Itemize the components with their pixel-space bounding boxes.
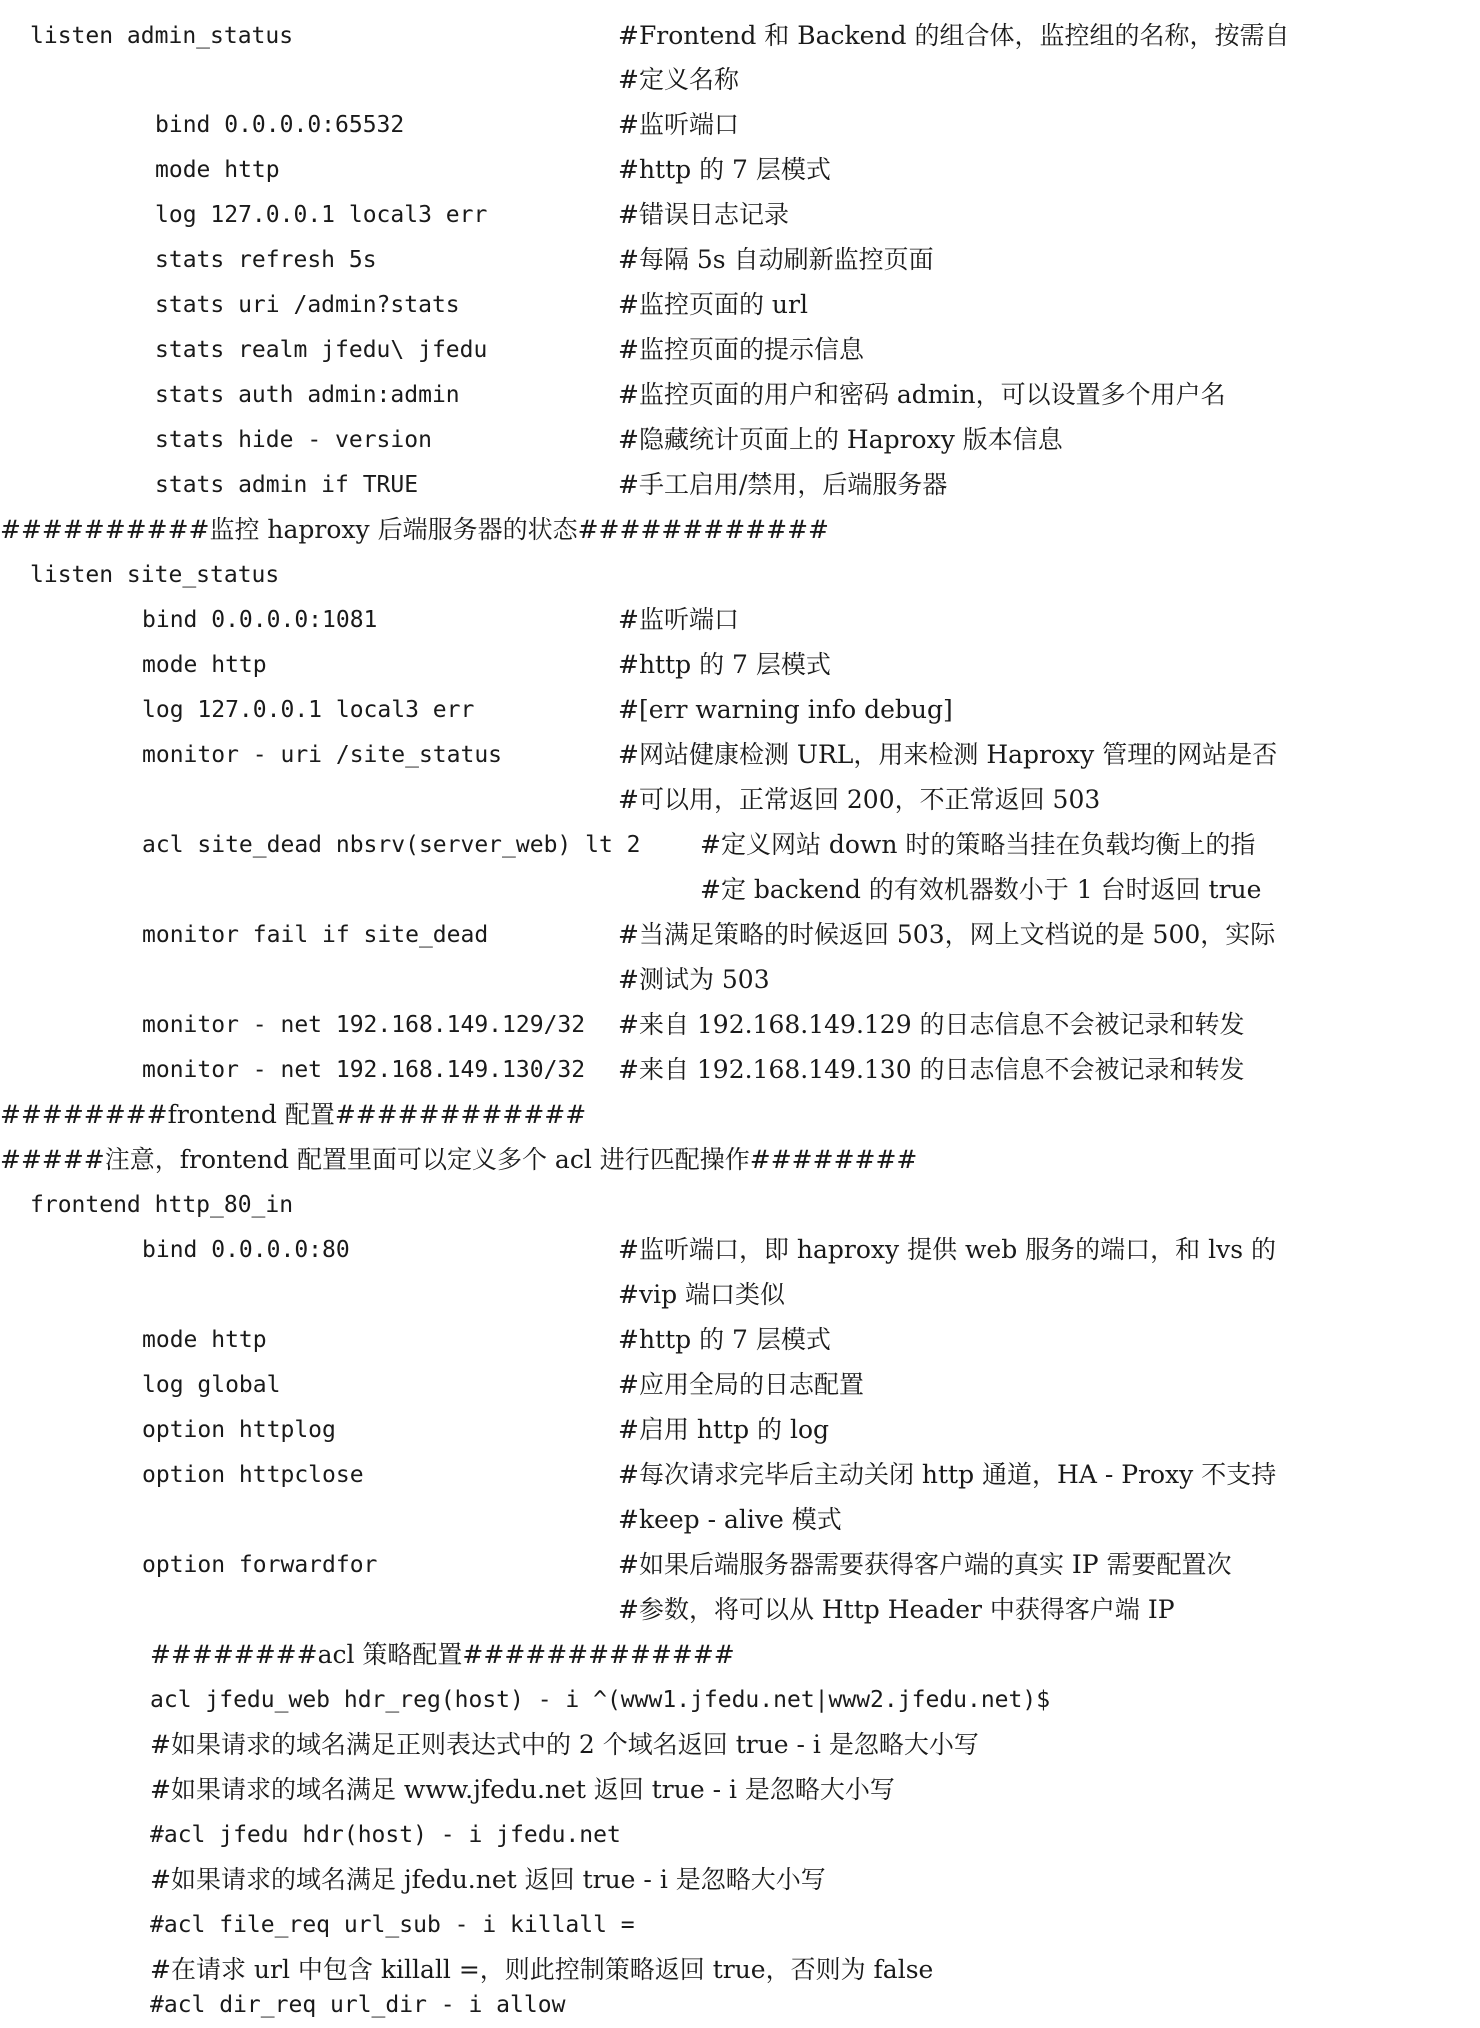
code-comment: #如果请求的域名满足正则表达式中的 2 个域名返回 true - i 是忽略大小写 (150, 1730, 979, 1759)
code-comment: #http 的 7 层模式 (618, 155, 831, 184)
code-line: stats refresh 5s (155, 247, 377, 273)
code-comment: #定义网站 down 时的策略当挂在负载均衡上的指 (700, 830, 1256, 859)
code-comment: #监听端口，即 haproxy 提供 web 服务的端口，和 lvs 的 (618, 1235, 1277, 1264)
code-comment: #监控页面的提示信息 (618, 335, 864, 364)
code-comment: #来自 192.168.149.129 的日志信息不会被记录和转发 (618, 1010, 1245, 1039)
code-line: #acl dir_req url_dir - i allow (150, 1992, 566, 2018)
code-comment: #vip 端口类似 (618, 1280, 786, 1309)
code-line: option httpclose (142, 1462, 364, 1488)
code-line: log 127.0.0.1 local3 err (142, 697, 475, 723)
section-heading: ##########监控 haproxy 后端服务器的状态############ (0, 515, 829, 544)
code-line: log global (142, 1372, 281, 1398)
code-comment: #应用全局的日志配置 (618, 1370, 864, 1399)
code-line: frontend http_80_in (30, 1192, 294, 1218)
code-comment: #在请求 url 中包含 killall =，则此控制策略返回 true，否则为 false (150, 1955, 934, 1984)
code-line: acl jfedu_web hdr_reg(host) - i ^(www1.jfedu.net|www2.jfedu.net)$ (150, 1687, 1051, 1713)
section-heading: ########frontend 配置############ (0, 1100, 587, 1129)
code-comment: #定 backend 的有效机器数小于 1 台时返回 true (700, 875, 1262, 904)
code-line: stats admin if TRUE (155, 472, 419, 498)
code-comment: #监控页面的用户和密码 admin，可以设置多个用户名 (618, 380, 1226, 409)
code-comment: #如果请求的域名满足 www.jfedu.net 返回 true - i 是忽略大小写 (150, 1775, 895, 1804)
code-comment: #隐藏统计页面上的 Haproxy 版本信息 (618, 425, 1063, 454)
section-note: #####注意，frontend 配置里面可以定义多个 acl 进行匹配操作######## (0, 1145, 918, 1174)
code-comment: #手工启用/禁用，后端服务器 (618, 470, 948, 499)
code-comment: #[err warning info debug] (618, 695, 953, 724)
code-comment: #如果后端服务器需要获得客户端的真实 IP 需要配置次 (618, 1550, 1232, 1579)
code-line: #acl jfedu hdr(host) - i jfedu.net (150, 1822, 621, 1848)
code-comment: #http 的 7 层模式 (618, 650, 831, 679)
code-line: stats uri /admin?stats (155, 292, 460, 318)
code-line: acl site_dead nbsrv(server_web) lt 2 (142, 832, 641, 858)
code-line: option httplog (142, 1417, 336, 1443)
code-comment: #监听端口 (618, 110, 739, 139)
code-comment: #keep - alive 模式 (618, 1505, 842, 1534)
code-comment: #当满足策略的时候返回 503，网上文档说的是 500，实际 (618, 920, 1276, 949)
code-comment: #http 的 7 层模式 (618, 1325, 831, 1354)
code-line: option forwardfor (142, 1552, 378, 1578)
code-line: bind 0.0.0.0:65532 (155, 112, 405, 138)
code-comment: #可以用，正常返回 200，不正常返回 503 (618, 785, 1101, 814)
code-comment: #来自 192.168.149.130 的日志信息不会被记录和转发 (618, 1055, 1245, 1084)
code-line: monitor - net 192.168.149.129/32 (142, 1012, 586, 1038)
code-comment: #网站健康检测 URL，用来检测 Haproxy 管理的网站是否 (618, 740, 1278, 769)
code-comment: #每隔 5s 自动刷新监控页面 (618, 245, 934, 274)
code-line: stats realm jfedu\ jfedu (155, 337, 488, 363)
code-line: monitor - uri /site_status (142, 742, 503, 768)
code-comment: #监控页面的 url (618, 290, 808, 319)
code-line: #acl file_req url_sub - i killall = (150, 1912, 635, 1938)
code-comment: #错误日志记录 (618, 200, 789, 229)
code-line: mode http (142, 652, 267, 678)
code-comment: #启用 http 的 log (618, 1415, 830, 1444)
code-comment: #Frontend 和 Backend 的组合体，监控组的名称，按需自 (618, 21, 1290, 50)
code-line: bind 0.0.0.0:80 (142, 1237, 350, 1263)
code-comment: #测试为 503 (618, 965, 770, 994)
code-line: listen admin_status (30, 23, 294, 49)
code-comment: #参数，将可以从 Http Header 中获得客户端 IP (618, 1595, 1175, 1624)
code-line: stats auth admin:admin (155, 382, 460, 408)
code-line: monitor fail if site_dead (142, 922, 489, 948)
code-comment: #如果请求的域名满足 jfedu.net 返回 true - i 是忽略大小写 (150, 1865, 826, 1894)
code-comment: #监听端口 (618, 605, 739, 634)
code-comment: #定义名称 (618, 65, 739, 94)
code-line: mode http (142, 1327, 267, 1353)
code-line: monitor - net 192.168.149.130/32 (142, 1057, 586, 1083)
code-line: mode http (155, 157, 280, 183)
code-comment: #每次请求完毕后主动关闭 http 通道，HA - Proxy 不支持 (618, 1460, 1277, 1489)
code-line: listen site_status (30, 562, 280, 588)
code-line: log 127.0.0.1 local3 err (155, 202, 488, 228)
code-line: stats hide - version (155, 427, 432, 453)
section-heading: ########acl 策略配置############# (150, 1640, 735, 1669)
code-line: bind 0.0.0.0:1081 (142, 607, 378, 633)
